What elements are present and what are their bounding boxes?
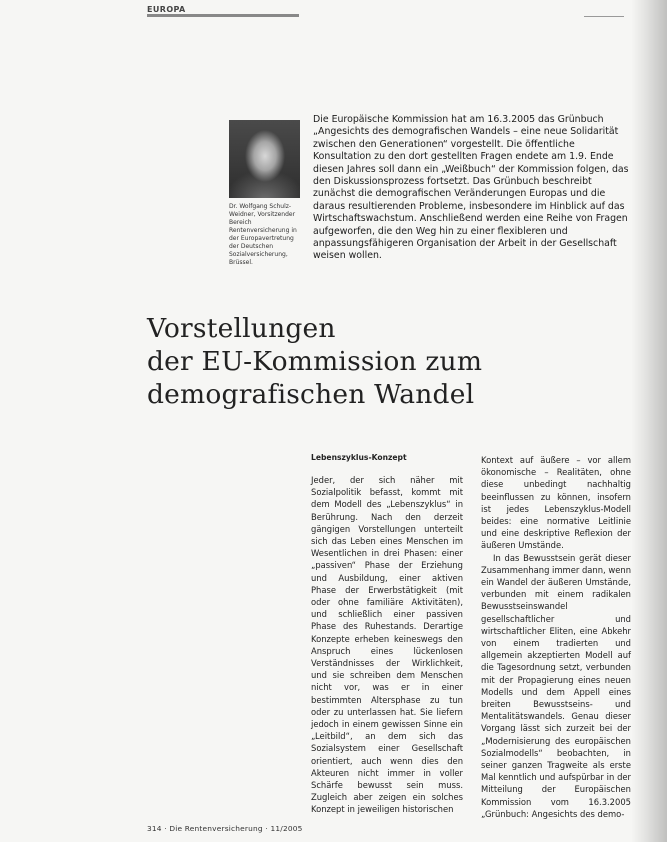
intro-paragraph: Die Europäische Kommission hat am 16.3.2005 das Grünbuch „Angesichts des demografischen Wandels – eine neue Solidarität zwischen den Generationen“ vorgestellt. Die öffentliche Konsultation zu den dort gestellten Fragen endete am 1.9. Ende diesen Jahres soll dann ein „Weißbuch“ der Kommission folgen, das den Diskussionsprozess fortsetzt. Das Grünbuch beschreibt zunächst die demografischen Veränderungen Europas und die daraus resultierenden Probleme, insbesondere im Hinblick auf das Wirtschaftswachstum. Anschließend werden eine Reihe von Fragen aufgeworfen, die den Weg hin zu einer flexibleren und anpassungsfähigeren Organisation der Arbeit in der Gesellschaft weisen wollen. bbox=[313, 114, 629, 262]
body-paragraph: Jeder, der sich näher mit Sozialpolitik befasst, kommt mit dem Modell des „Lebenszyklus“ in Berührung. Nach den derzeit gängigen Vorstellungen unterteilt sich das Leben eines Menschen im Wesentlichen in drei Phasen: einer „passiven“ Phase der Erziehung und Ausbildung, einer aktiven Phase der Erwerbstätigkeit (mit oder ohne familiäre Aktivitäten), und schließlich einer passiven Phase des Ruhestands. Derartige Konzepte erheben keineswegs den Anspruch eines lückenlosen Verständnisses der Wirklichkeit, und sie schreiben dem Menschen nicht vor, was er in einer bestimmten Altersphase zu tun oder zu unterlassen hat. Sie liefern jedoch in einem gewissen Sinne ein „Leitbild“, an dem sich das Sozialsystem einer Gesellschaft orientiert, auch wenn dies den Akteuren nicht immer in voller Schärfe bewusst sein muss. Zugleich aber zeigen ein solches Konzept in jeweiligen historischen bbox=[311, 475, 463, 815]
body-column-1 bbox=[311, 474, 463, 816]
title-line-3: demografischen Wandel bbox=[147, 379, 475, 410]
right-rule bbox=[584, 16, 624, 17]
page-footer: 314 · Die Rentenversicherung · 11/2005 bbox=[147, 824, 303, 833]
section-label: EUROPA bbox=[147, 5, 186, 14]
title-line-2: der EU-Kommission zum bbox=[147, 346, 483, 377]
section-subhead: Lebenszyklus-Konzept bbox=[311, 453, 407, 462]
article-title bbox=[147, 312, 617, 411]
title-line-1: Vorstellungen bbox=[147, 313, 336, 344]
author-portrait bbox=[229, 120, 300, 198]
scan-gutter-shadow bbox=[631, 0, 667, 842]
body-paragraph: Kontext auf äußere – vor allem ökonomische – Realitäten, ohne diese unbedingt nachhaltig beeinflussen zu können, insofern ist jedes Lebenszyklus-Modell beides: eine normative Leitlinie und eine deskriptive Reflexion der äußeren Umstände. bbox=[481, 455, 631, 551]
body-paragraph: In das Bewusstsein gerät dieser Zusammenhang immer dann, wenn ein Wandel der äußeren Umstände, verbunden mit einem radikalen Bewusstseinswandel gesellschaftlicher und wirtschaftlicher Eliten, eine Abkehr von einem tradierten und allgemein akzeptierten Modell auf die Tagesordnung setzt, verbunden mit der Propagierung eines neuen Modells und dem Appell eines breiten Bewusstseins- und Mentalitätswandels. Genau dieser Vorgang lässt sich zurzeit bei der „Modernisierung des europäischen Sozialmodells“ beobachten, in seiner ganzen Tragweite als erste Mal kenntlich und aufspürbar in der Mitteilung der Europäischen Kommission vom 16.3.2005 „Grünbuch: Angesichts des demo- bbox=[481, 552, 631, 819]
section-rule bbox=[147, 14, 299, 17]
body-column-2 bbox=[481, 454, 631, 820]
author-caption: Dr. Wolfgang Schulz-Weidner, Vorsitzender Bereich Rentenversicherung in der Europavertretung der Deutschen Sozialversicherung, Brüssel. bbox=[229, 203, 297, 266]
